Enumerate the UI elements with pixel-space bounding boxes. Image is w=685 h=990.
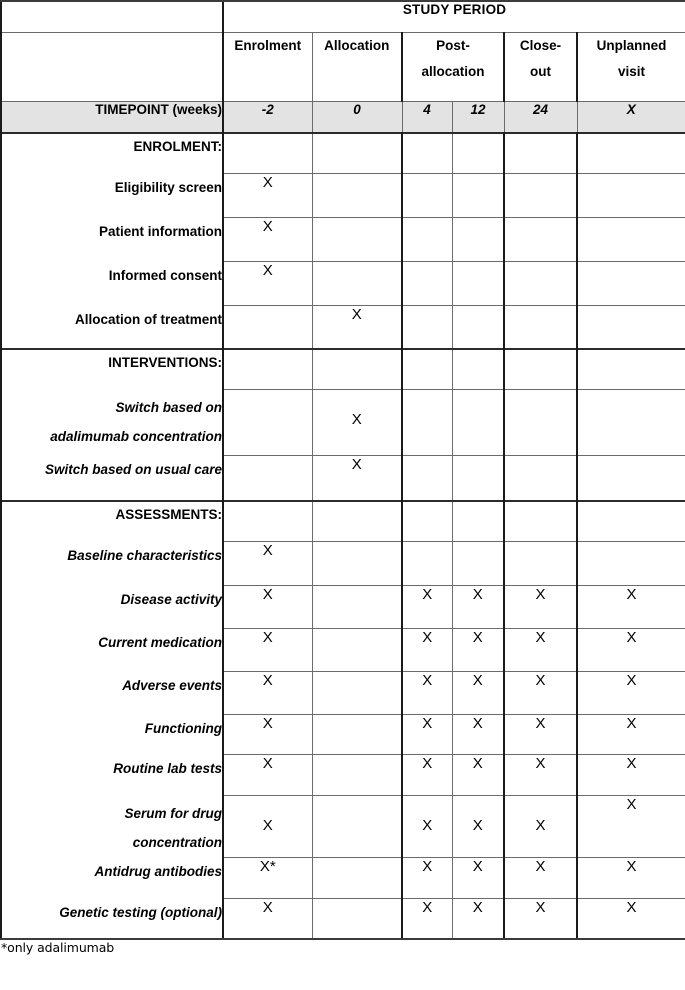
footnote-row bbox=[1, 939, 685, 955]
cell-patient-information-week12 bbox=[452, 217, 504, 261]
cell-switch-adalimumab-week12 bbox=[452, 389, 504, 455]
period-header-close-out-line1: Close- bbox=[519, 37, 562, 53]
cell-functioning-week4: X bbox=[402, 714, 452, 754]
row-label-patient-information: Patient information bbox=[1, 217, 223, 261]
period-header-unplanned-visit-line1: Unplanned bbox=[596, 37, 667, 53]
cell-genetic-testing-week24: X bbox=[504, 898, 577, 939]
cell-eligibility-screen-week24 bbox=[504, 173, 577, 217]
timepoint-value-unplanned: X bbox=[577, 101, 685, 133]
timepoint-value-allocation: 0 bbox=[312, 101, 402, 133]
table-row bbox=[1, 305, 685, 349]
section-enrolment-cell-allocation bbox=[312, 133, 402, 173]
section-enrolment-cell-enrolment bbox=[223, 133, 312, 173]
cell-baseline-characteristics-week24 bbox=[504, 541, 577, 585]
cell-functioning-unplanned: X bbox=[577, 714, 685, 754]
table-row bbox=[1, 898, 685, 939]
cell-genetic-testing-week4: X bbox=[402, 898, 452, 939]
cell-antidrug-antibodies-week24: X bbox=[504, 857, 577, 898]
section-interventions-cell-week4 bbox=[402, 349, 452, 389]
cell-adverse-events-week24: X bbox=[504, 671, 577, 714]
cell-genetic-testing-week12: X bbox=[452, 898, 504, 939]
cell-current-medication-enrolment: X bbox=[223, 628, 312, 671]
row-label-adverse-events: Adverse events bbox=[1, 671, 223, 714]
cell-disease-activity-week12: X bbox=[452, 585, 504, 628]
section-interventions-cell-enrolment bbox=[223, 349, 312, 389]
period-header-post-allocation bbox=[402, 32, 504, 101]
cell-switch-usual-care-enrolment bbox=[223, 455, 312, 501]
cell-genetic-testing-unplanned: X bbox=[577, 898, 685, 939]
section-enrolment-cell-unplanned bbox=[577, 133, 685, 173]
cell-patient-information-week4 bbox=[402, 217, 452, 261]
cell-allocation-of-treatment-week12 bbox=[452, 305, 504, 349]
period-header-post-allocation-line1: Post- bbox=[436, 37, 470, 53]
period-header-close-out bbox=[504, 32, 577, 101]
table-row bbox=[1, 585, 685, 628]
row-label-allocation-of-treatment: Allocation of treatment bbox=[1, 305, 223, 349]
table-row bbox=[1, 173, 685, 217]
cell-serum-concentration-enrolment: X bbox=[223, 795, 312, 857]
cell-serum-concentration-week4: X bbox=[402, 795, 452, 857]
period-header-unplanned-visit bbox=[577, 32, 685, 101]
row-label-serum-for-drug-concentration bbox=[1, 795, 223, 857]
cell-adverse-events-enrolment: X bbox=[223, 671, 312, 714]
cell-allocation-of-treatment-allocation: X bbox=[312, 305, 402, 349]
cell-eligibility-screen-week4 bbox=[402, 173, 452, 217]
cell-baseline-characteristics-allocation bbox=[312, 541, 402, 585]
cell-antidrug-antibodies-week12: X bbox=[452, 857, 504, 898]
cell-antidrug-antibodies-allocation bbox=[312, 857, 402, 898]
cell-informed-consent-week24 bbox=[504, 261, 577, 305]
section-title-interventions: INTERVENTIONS: bbox=[1, 349, 223, 389]
cell-serum-concentration-unplanned: X bbox=[577, 795, 685, 857]
cell-informed-consent-unplanned bbox=[577, 261, 685, 305]
cell-switch-adalimumab-unplanned bbox=[577, 389, 685, 455]
row-label-baseline-characteristics: Baseline characteristics bbox=[1, 541, 223, 585]
cell-routine-lab-tests-enrolment: X bbox=[223, 754, 312, 795]
cell-serum-concentration-week24: X bbox=[504, 795, 577, 857]
cell-informed-consent-week12 bbox=[452, 261, 504, 305]
cell-allocation-of-treatment-week4 bbox=[402, 305, 452, 349]
cell-switch-adalimumab-allocation: X bbox=[312, 389, 402, 455]
cell-current-medication-week24: X bbox=[504, 628, 577, 671]
row-label-antidrug-antibodies: Antidrug antibodies bbox=[1, 857, 223, 898]
table-row bbox=[1, 628, 685, 671]
cell-routine-lab-tests-week12: X bbox=[452, 754, 504, 795]
cell-disease-activity-week24: X bbox=[504, 585, 577, 628]
period-header-allocation: Allocation bbox=[312, 32, 402, 101]
cell-disease-activity-enrolment: X bbox=[223, 585, 312, 628]
period-header-post-allocation-line2: allocation bbox=[421, 63, 485, 79]
cell-allocation-of-treatment-enrolment bbox=[223, 305, 312, 349]
section-header-interventions bbox=[1, 349, 685, 389]
cell-switch-usual-care-week24 bbox=[504, 455, 577, 501]
section-interventions-cell-week24 bbox=[504, 349, 577, 389]
cell-eligibility-screen-enrolment: X bbox=[223, 173, 312, 217]
section-assessments-cell-unplanned bbox=[577, 501, 685, 541]
cell-current-medication-week4: X bbox=[402, 628, 452, 671]
header-row-timepoint bbox=[1, 101, 685, 133]
footnote-only-adalimumab: *only adalimumab bbox=[1, 939, 685, 955]
row-label-line2: concentration bbox=[132, 835, 222, 850]
row-label-line1: Serum for drug bbox=[124, 806, 222, 821]
cell-baseline-characteristics-week4 bbox=[402, 541, 452, 585]
cell-current-medication-allocation bbox=[312, 628, 402, 671]
table-row bbox=[1, 795, 685, 857]
study-period-title: STUDY PERIOD bbox=[223, 1, 685, 32]
row-label-switch-based-on-adalimumab-concentration bbox=[1, 389, 223, 455]
cell-allocation-of-treatment-week24 bbox=[504, 305, 577, 349]
timepoint-value-enrolment: -2 bbox=[223, 101, 312, 133]
period-header-unplanned-visit-line2: visit bbox=[618, 63, 646, 79]
cell-baseline-characteristics-enrolment: X bbox=[223, 541, 312, 585]
cell-disease-activity-unplanned: X bbox=[577, 585, 685, 628]
cell-genetic-testing-enrolment: X bbox=[223, 898, 312, 939]
header-row-periods bbox=[1, 32, 685, 101]
cell-routine-lab-tests-week24: X bbox=[504, 754, 577, 795]
table-row bbox=[1, 389, 685, 455]
row-label-genetic-testing-optional: Genetic testing (optional) bbox=[1, 898, 223, 939]
cell-patient-information-unplanned bbox=[577, 217, 685, 261]
cell-switch-adalimumab-week24 bbox=[504, 389, 577, 455]
timepoint-value-week24: 24 bbox=[504, 101, 577, 133]
cell-switch-adalimumab-week4 bbox=[402, 389, 452, 455]
section-assessments-cell-allocation bbox=[312, 501, 402, 541]
row-label-line1: Switch based on bbox=[115, 400, 222, 415]
cell-antidrug-antibodies-week4: X bbox=[402, 857, 452, 898]
period-header-close-out-line2: out bbox=[530, 63, 551, 79]
cell-patient-information-allocation bbox=[312, 217, 402, 261]
cell-adverse-events-week4: X bbox=[402, 671, 452, 714]
timepoint-value-week12: 12 bbox=[452, 101, 504, 133]
cell-genetic-testing-allocation bbox=[312, 898, 402, 939]
row-label-functioning: Functioning bbox=[1, 714, 223, 754]
cell-adverse-events-week12: X bbox=[452, 671, 504, 714]
period-header-enrolment: Enrolment bbox=[223, 32, 312, 101]
cell-allocation-of-treatment-unplanned bbox=[577, 305, 685, 349]
table-row bbox=[1, 455, 685, 501]
cell-serum-concentration-week12: X bbox=[452, 795, 504, 857]
cell-patient-information-enrolment: X bbox=[223, 217, 312, 261]
cell-functioning-enrolment: X bbox=[223, 714, 312, 754]
cell-serum-concentration-allocation bbox=[312, 795, 402, 857]
table-row bbox=[1, 857, 685, 898]
table-row bbox=[1, 541, 685, 585]
cell-informed-consent-allocation bbox=[312, 261, 402, 305]
row-label-routine-lab-tests: Routine lab tests bbox=[1, 754, 223, 795]
row-label-disease-activity: Disease activity bbox=[1, 585, 223, 628]
cell-eligibility-screen-unplanned bbox=[577, 173, 685, 217]
section-header-enrolment bbox=[1, 133, 685, 173]
periods-corner-cell bbox=[1, 32, 223, 101]
cell-routine-lab-tests-unplanned: X bbox=[577, 754, 685, 795]
cell-functioning-allocation bbox=[312, 714, 402, 754]
section-interventions-cell-allocation bbox=[312, 349, 402, 389]
cell-routine-lab-tests-week4: X bbox=[402, 754, 452, 795]
section-interventions-cell-unplanned bbox=[577, 349, 685, 389]
cell-switch-usual-care-week4 bbox=[402, 455, 452, 501]
cell-informed-consent-enrolment: X bbox=[223, 261, 312, 305]
header-row-study-period bbox=[1, 1, 685, 32]
section-interventions-cell-week12 bbox=[452, 349, 504, 389]
cell-eligibility-screen-allocation bbox=[312, 173, 402, 217]
table-row bbox=[1, 261, 685, 305]
cell-switch-usual-care-week12 bbox=[452, 455, 504, 501]
cell-adverse-events-unplanned: X bbox=[577, 671, 685, 714]
section-title-assessments: ASSESSMENTS: bbox=[1, 501, 223, 541]
cell-informed-consent-week4 bbox=[402, 261, 452, 305]
row-label-informed-consent: Informed consent bbox=[1, 261, 223, 305]
cell-baseline-characteristics-week12 bbox=[452, 541, 504, 585]
table-row bbox=[1, 671, 685, 714]
cell-antidrug-antibodies-enrolment: X* bbox=[223, 857, 312, 898]
cell-disease-activity-week4: X bbox=[402, 585, 452, 628]
section-assessments-cell-enrolment bbox=[223, 501, 312, 541]
cell-baseline-characteristics-unplanned bbox=[577, 541, 685, 585]
row-label-eligibility-screen: Eligibility screen bbox=[1, 173, 223, 217]
section-enrolment-cell-week4 bbox=[402, 133, 452, 173]
cell-antidrug-antibodies-unplanned: X bbox=[577, 857, 685, 898]
timepoint-value-week4: 4 bbox=[402, 101, 452, 133]
table-row bbox=[1, 217, 685, 261]
cell-functioning-week12: X bbox=[452, 714, 504, 754]
cell-disease-activity-allocation bbox=[312, 585, 402, 628]
row-label-switch-based-on-usual-care: Switch based on usual care bbox=[1, 455, 223, 501]
corner-cell bbox=[1, 1, 223, 32]
table-row bbox=[1, 714, 685, 754]
section-assessments-cell-week12 bbox=[452, 501, 504, 541]
row-label-current-medication: Current medication bbox=[1, 628, 223, 671]
cell-switch-usual-care-unplanned bbox=[577, 455, 685, 501]
section-enrolment-cell-week12 bbox=[452, 133, 504, 173]
cell-eligibility-screen-week12 bbox=[452, 173, 504, 217]
section-title-enrolment: ENROLMENT: bbox=[1, 133, 223, 173]
timepoint-label: TIMEPOINT (weeks) bbox=[1, 101, 223, 133]
row-label-line2: adalimumab concentration bbox=[50, 429, 222, 444]
cell-current-medication-week12: X bbox=[452, 628, 504, 671]
cell-adverse-events-allocation bbox=[312, 671, 402, 714]
cell-patient-information-week24 bbox=[504, 217, 577, 261]
cell-current-medication-unplanned: X bbox=[577, 628, 685, 671]
section-header-assessments bbox=[1, 501, 685, 541]
table-row bbox=[1, 754, 685, 795]
cell-routine-lab-tests-allocation bbox=[312, 754, 402, 795]
section-enrolment-cell-week24 bbox=[504, 133, 577, 173]
cell-switch-adalimumab-enrolment bbox=[223, 389, 312, 455]
cell-switch-usual-care-allocation: X bbox=[312, 455, 402, 501]
cell-functioning-week24: X bbox=[504, 714, 577, 754]
section-assessments-cell-week24 bbox=[504, 501, 577, 541]
section-assessments-cell-week4 bbox=[402, 501, 452, 541]
